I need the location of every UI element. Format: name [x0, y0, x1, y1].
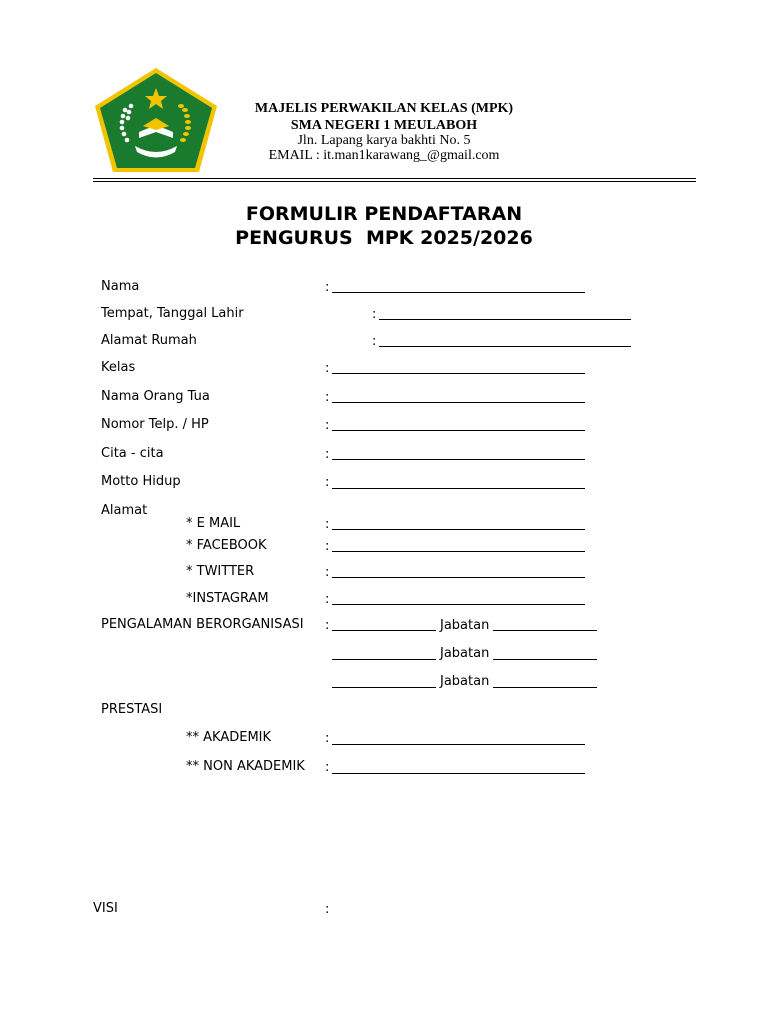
colon: :: [325, 517, 330, 532]
input-line-akademik[interactable]: [332, 744, 585, 745]
label-prestasi: PRESTASI: [101, 702, 163, 717]
input-line-non-akademik[interactable]: [332, 773, 585, 774]
label-akademik: ** AKADEMIK: [186, 730, 272, 745]
input-line-alamat-rumah[interactable]: [379, 346, 631, 347]
input-line-facebook[interactable]: [332, 551, 585, 552]
colon: :: [325, 390, 330, 405]
school-address: Jln. Lapang karya bakhti No. 5: [297, 133, 471, 148]
input-line-email[interactable]: [332, 529, 585, 530]
input-line-jabatan-3[interactable]: [493, 687, 597, 688]
label-email: * E MAIL: [186, 516, 241, 531]
input-line-nama[interactable]: [332, 292, 585, 293]
colon: :: [372, 307, 377, 322]
colon: :: [325, 618, 330, 633]
input-line-organisasi-2[interactable]: [332, 659, 436, 660]
form-title-line2: PENGURUS MPK 2025/2026: [235, 227, 533, 249]
colon: :: [325, 902, 330, 917]
label-motto: Motto Hidup: [101, 474, 181, 489]
label-ttl: Tempat, Tanggal Lahir: [101, 306, 244, 321]
input-line-cita[interactable]: [332, 459, 585, 460]
colon: :: [325, 447, 330, 462]
label-alamat-rumah: Alamat Rumah: [101, 333, 197, 348]
label-telp: Nomor Telp. / HP: [101, 417, 209, 432]
colon: :: [325, 361, 330, 376]
input-line-jabatan-2[interactable]: [493, 659, 597, 660]
input-line-orang-tua[interactable]: [332, 402, 585, 403]
form-title-line1: FORMULIR PENDAFTARAN: [245, 203, 523, 225]
header-rule-top: [93, 178, 696, 179]
label-pengalaman: PENGALAMAN BERORGANISASI: [101, 617, 304, 632]
input-line-motto[interactable]: [332, 488, 585, 489]
input-line-ttl[interactable]: [379, 319, 631, 320]
label-instagram: *INSTAGRAM: [186, 591, 269, 606]
colon: :: [325, 539, 330, 554]
input-line-twitter[interactable]: [332, 577, 585, 578]
label-jabatan: Jabatan: [440, 674, 490, 689]
org-name: MAJELIS PERWAKILAN KELAS (MPK): [254, 101, 514, 116]
label-visi: VISI: [93, 901, 118, 916]
label-cita: Cita - cita: [101, 446, 164, 461]
label-facebook: * FACEBOOK: [186, 538, 267, 553]
label-non-akademik: ** NON AKADEMIK: [186, 759, 305, 774]
input-line-organisasi-3[interactable]: [332, 687, 436, 688]
colon: :: [372, 334, 377, 349]
colon: :: [325, 475, 330, 490]
colon: :: [325, 418, 330, 433]
colon: :: [325, 280, 330, 295]
label-kelas: Kelas: [101, 360, 136, 375]
input-line-telp[interactable]: [332, 430, 585, 431]
input-line-kelas[interactable]: [332, 373, 585, 374]
colon: :: [325, 731, 330, 746]
label-jabatan: Jabatan: [440, 646, 490, 661]
colon: :: [325, 565, 330, 580]
input-line-jabatan-1[interactable]: [493, 630, 597, 631]
label-nama: Nama: [101, 279, 140, 294]
input-line-instagram[interactable]: [332, 604, 585, 605]
label-jabatan: Jabatan: [440, 618, 490, 633]
school-email: EMAIL : it.man1karawang_@gmail.com: [268, 148, 500, 163]
school-name: SMA NEGERI 1 MEULABOH: [290, 118, 478, 133]
label-twitter: * TWITTER: [186, 564, 255, 579]
input-line-organisasi-1[interactable]: [332, 630, 436, 631]
colon: :: [325, 760, 330, 775]
label-orang-tua: Nama Orang Tua: [101, 389, 210, 404]
label-alamat: Alamat: [101, 503, 148, 518]
header-rule-bottom: [93, 181, 696, 182]
colon: :: [325, 592, 330, 607]
